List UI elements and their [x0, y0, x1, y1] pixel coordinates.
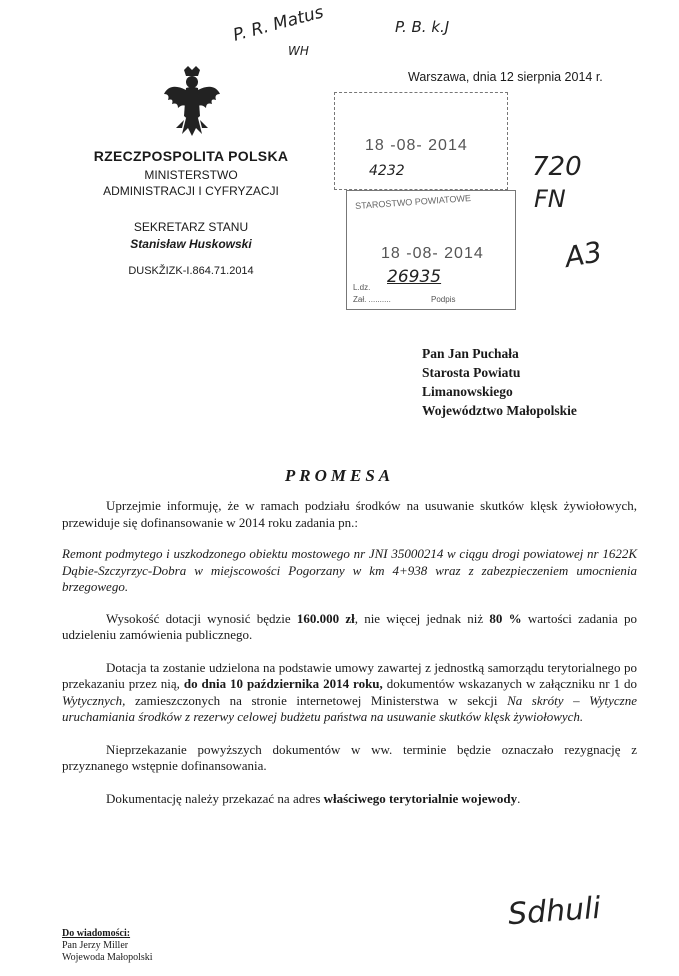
stamp-2-date: 18 -08- 2014	[381, 245, 484, 262]
signature: Sdhuli	[506, 890, 602, 933]
cc-block	[62, 928, 153, 964]
stamp-2-zal: Zał. ..........	[353, 295, 391, 304]
registry-stamp-2	[346, 190, 516, 310]
deadline: do dnia 10 października 2014 roku,	[183, 676, 383, 691]
recipient-line-1: Pan Jan Puchała	[422, 346, 519, 361]
ministry-line-2: ADMINISTRACJI I CYFRYZACJI	[103, 184, 279, 198]
recipient-line-4: Województwo Małopolskie	[422, 403, 577, 418]
recipient-block	[422, 344, 577, 420]
eagle-emblem-icon	[160, 64, 224, 144]
conditions-text-a: Dotacja ta zostanie udzielona na podstawie umowy zawartej z jednostką samorządu terytorialnego po przekazaniu przez nią,	[62, 659, 637, 691]
website-section-ref: Na skróty – Wytyczne uruchamiania środków z rezerwy celowej budżetu państwa na usuwanie skutków klęsk żywiołowych.	[62, 692, 637, 724]
handwritten-note-top: P. B. k.J	[395, 18, 450, 36]
paragraph-address	[62, 791, 637, 808]
handwritten-note-right-1: 720	[532, 152, 582, 182]
stamp-1-number: 4232	[369, 163, 405, 179]
address-bold: właściwego terytorialnie wojewody	[323, 790, 518, 806]
amount-text-c: wartości zadania po udzieleniu zamówienia publicznego.	[62, 610, 638, 642]
amount-value: 160.000 zł	[296, 610, 355, 626]
stamp-1-date: 18 -08- 2014	[365, 137, 468, 154]
paragraph-task-name: Remont podmytego i uszkodzonego obiektu mostowego nr JNI 35000214 w ciągu drogi powiatowej nr 1622K Dąbie-Szczyrzyc-Dobra w miejscowości Pogorzany w km 4+938 wraz z zabezpieczeniem umocnienia brzegowego.	[62, 546, 637, 594]
handwritten-note-right-2: FN	[534, 185, 566, 213]
official-title: SEKRETARZ STANU	[133, 220, 249, 234]
handwritten-note-right-3: A3	[562, 235, 605, 274]
ministry-line-1: MINISTERSTWO	[144, 168, 238, 182]
paragraph-1: Uprzejmie informuję, że w ramach podziału środków na usuwanie skutków klęsk żywiołowych, przewiduje się dofinansowanie w 2014 roku zadania pn.:	[62, 498, 637, 530]
official-name: Stanisław Huskowski	[130, 237, 252, 251]
recipient-line-3: Limanowskiego	[422, 384, 513, 399]
amount-percent: 80 %	[489, 610, 522, 626]
cc-line-1: Pan Jerzy Miller	[62, 940, 129, 951]
registry-stamp-1	[334, 92, 508, 190]
stamp-2-podpis: Podpis	[431, 295, 456, 304]
handwritten-note-left-sub: WH	[288, 44, 309, 58]
letter-body	[62, 498, 637, 807]
paragraph-conditions	[62, 660, 637, 726]
conditions-text-c: zamieszczonych na stronie internetowej Ministerstwa w sekcji	[125, 692, 508, 708]
conditions-text-b: dokumentów wskazanych w załączniku nr 1 do	[382, 676, 637, 691]
paragraph-amount	[62, 611, 637, 644]
cc-line-2: Wojewoda Małopolski	[62, 952, 153, 963]
guidelines-ref: Wytycznych,	[62, 692, 126, 708]
amount-text-a: Wysokość dotacji wynosić będzie	[106, 610, 297, 626]
country-name: RZECZPOSPOLITA POLSKA	[93, 148, 289, 164]
recipient-line-2: Starosta Powiatu	[422, 365, 521, 380]
stamp-2-ldz: L.dz.	[353, 283, 371, 292]
stamp-2-header: STAROSTWO POWIATOWE	[354, 192, 472, 212]
amount-text-b: , nie więcej jednak niż	[354, 610, 490, 626]
address-text-a: Dokumentację należy przekazać na adres	[106, 790, 324, 806]
address-text-b: .	[517, 790, 521, 806]
cc-label: Do wiadomości:	[62, 928, 131, 939]
handwritten-note-left: P. R. Matus	[230, 2, 326, 46]
paragraph-resignation: Nieprzekazanie powyższych dokumentów w ww. terminie będzie oznaczało rezygnację z przyznanego wstępnie dofinansowania.	[62, 741, 637, 773]
city-date: Warszawa, dnia 12 sierpnia 2014 r.	[408, 70, 603, 84]
document-title: PROMESA	[284, 466, 395, 485]
reference-number: DUSKŽIZK-I.864.71.2014	[128, 265, 254, 277]
letterhead	[62, 148, 320, 277]
stamp-2-number: 26935	[387, 267, 442, 287]
